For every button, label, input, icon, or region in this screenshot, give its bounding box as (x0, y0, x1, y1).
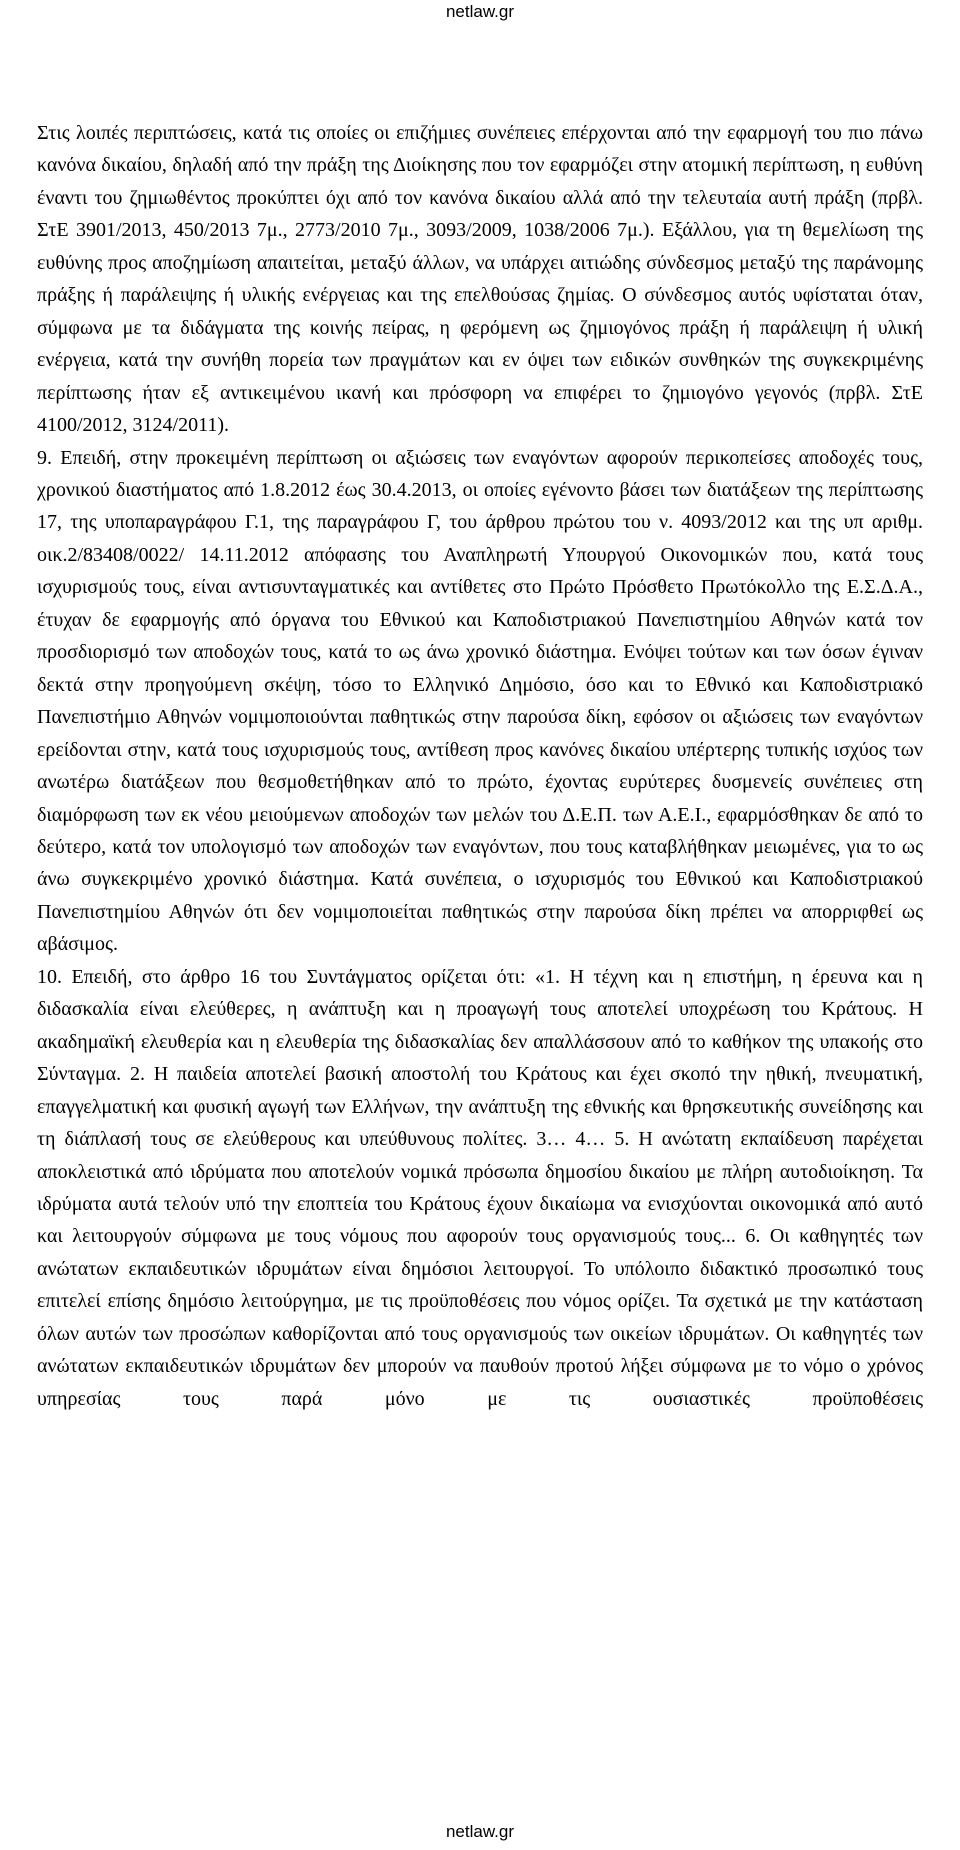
paragraph-10-constitution-article-16: 10. Επειδή, στο άρθρο 16 του Συντάγματος ορίζεται ότι: «1. Η τέχνη και η επιστήμη, η έρευνα και η διδασκαλία είναι ελεύθερες, η ανάπτυξη και η προαγωγή τους αποτελεί υποχρέωση του Κράτους. Η ακαδημαϊκή ελευθερία και η ελευθερία της διδασκαλίας δεν απαλλάσσουν από το καθήκον της υπακοής στο Σύνταγμα. 2. Η παιδεία αποτελεί βασική αποστολή του Κράτους και έχει σκοπό την ηθική, πνευματική, επαγγελματική και φυσική αγωγή των Ελλήνων, την ανάπτυξη της εθνικής και θρησκευτικής συνείδησης και τη διάπλασή τους σε ελεύθερους και υπεύθυνους πολίτες. 3… 4… 5. Η ανώτατη εκπαίδευση παρέχεται αποκλειστικά από ιδρύματα που αποτελούν νομικά πρόσωπα δημοσίου δικαίου με πλήρη αυτοδιοίκηση. Τα ιδρύματα αυτά τελούν υπό την εποπτεία του Κράτους έχουν δικαίωμα να ενισχύονται οικονομικά από αυτό και λειτουργούν σύμφωνα με τους νόμους που αφορούν τους οργανισμούς τους... 6. Οι καθηγητές των ανώτατων εκπαιδευτικών ιδρυμάτων είναι δημόσιοι λειτουργοί. Το υπόλοιπο διδακτικό προσωπικό τους επιτελεί επίσης δημόσιο λειτούργημα, με τις προϋποθέσεις που νόμος ορίζει. Τα σχετικά με την κατάσταση όλων αυτών των προσώπων καθορίζονται από τους οργανισμούς των οικείων ιδρυμάτων. Οι καθηγητές των ανώτατων εκπαιδευτικών ιδρυμάτων δεν μπορούν να παυθούν προτού λήξει σύμφωνα με το νόμο ο χρόνος υπηρεσίας τους παρά μόνο με τις ουσιαστικές προϋποθέσεις (37, 965, 923, 1410)
header-site-name: netlaw.gr (445, 2, 515, 21)
paragraph-damages-causation: Στις λοιπές περιπτώσεις, κατά τις οποίες οι επιζήμιες συνέπειες επέρχονται από την εφαρμογή του πιο πάνω κανόνα δικαίου, δηλαδή από την πράξη της Διοίκησης που τον εφαρμόζει στην ατομική περίπτωση, η ευθύνη έναντι του ζημιωθέντος προκύπτει όχι από τον κανόνα δικαίου αλλά από την τελευταία αυτή πράξη (πρβλ. ΣτΕ 3901/2013, 450/2013 7μ., 2773/2010 7μ., 3093/2009, 1038/2006 7μ.). Εξάλλου, για τη θεμελίωση της ευθύνης προς αποζημίωση απαιτείται, μεταξύ άλλων, να υπάρχει αιτιώδης σύνδεσμος μεταξύ της παράνομης πράξης ή παράλειψης ή υλικής ενέργειας και της επελθούσας ζημίας. Ο σύνδεσμος αυτός υφίσταται όταν, σύμφωνα με τα διδάγματα της κοινής πείρας, η φερόμενη ως ζημιογόνος πράξη ή παράλειψη ή υλική ενέργεια, κατά την συνήθη πορεία των πραγμάτων και εν όψει των ειδικών συνθηκών της συγκεκριμένης περίπτωσης ήταν εξ αντικειμένου ικανή και πρόσφορη να επιφέρει το ζημιογόνο γεγονός (πρβλ. ΣτΕ 4100/2012, 3124/2011). (37, 122, 923, 437)
footer-site-name: netlaw.gr (445, 1822, 515, 1841)
document-body (37, 117, 923, 1415)
paragraph-9-passive-standing: 9. Επειδή, στην προκειμένη περίπτωση οι αξιώσεις των εναγόντων αφορούν περικοπείσες αποδοχές τους, χρονικού διαστήματος από 1.8.2012 έως 30.4.2013, οι οποίες εγένοντο βάσει των διατάξεων της περίπτωσης 17, της υποπαραγράφου Γ.1, της παραγράφου Γ, του άρθρου πρώτου του ν. 4093/2012 και της υπ αριθμ. οικ.2/83408/0022/ 14.11.2012 απόφασης του Αναπληρωτή Υπουργού Οικονομικών που, κατά τους ισχυρισμούς τους, είναι αντισυνταγματικές και αντίθετες στο Πρώτο Πρόσθετο Πρωτόκολλο της Ε.Σ.Δ.Α., έτυχαν δε εφαρμογής από όργανα του Εθνικού και Καποδιστριακού Πανεπιστημίου Αθηνών κατά τον προσδιορισμό των αποδοχών τους, κατά το ως άνω χρονικό διάστημα. Ενόψει τούτων και των όσων έγιναν δεκτά στην προηγούμενη σκέψη, τόσο το Ελληνικό Δημόσιο, όσο και το Εθνικό και Καποδιστριακό Πανεπιστήμιο Αθηνών νομιμοποιούνται παθητικώς στην παρούσα δίκη, εφόσον οι αξιώσεις των εναγόντων ερείδονται στην, κατά τους ισχυρισμούς τους, αντίθεση προς κανόνες δικαίου υπέρτερης τυπικής ισχύος των ανωτέρω διατάξεων που θεσμοθετήθηκαν από το πρώτο, έχοντας ευρύτερες δυσμενείς συνέπειες στη διαμόρφωση των εκ νέου μειούμενων αποδοχών των μελών του Δ.Ε.Π. των Α.Ε.Ι., εφαρμόσθηκαν δε από το δεύτερο, κατά τον υπολογισμό των αποδοχών των εναγόντων, που τους καταβλήθηκαν μειωμένες, για το ως άνω συγκεκριμένο χρονικό διάστημα. Κατά συνέπεια, ο ισχυρισμός του Εθνικού και Καποδιστριακού Πανεπιστημίου Αθηνών ότι δεν νομιμοποιείται παθητικώς στην παρούσα δίκη πρέπει να απορριφθεί ως αβάσιμος. (37, 446, 923, 956)
